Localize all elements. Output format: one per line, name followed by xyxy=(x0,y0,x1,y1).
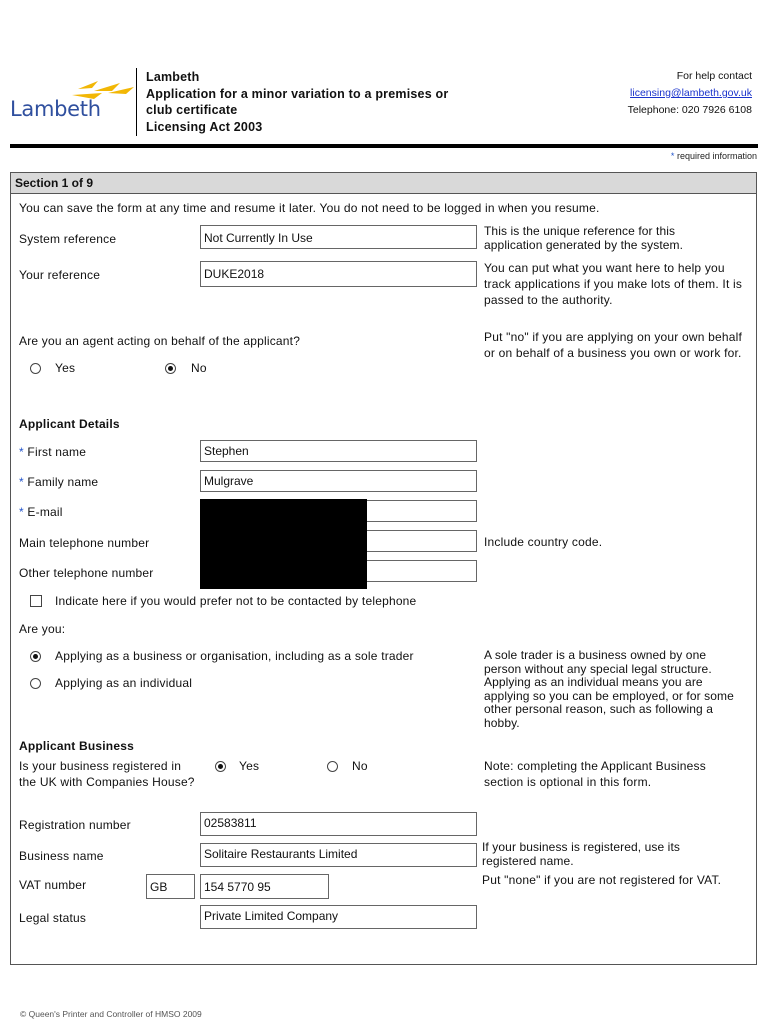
applicant-business-heading: Applicant Business xyxy=(19,739,134,753)
no-phone-contact-checkbox[interactable] xyxy=(30,595,42,607)
system-reference-label: System reference xyxy=(19,232,117,246)
header-title-line-4: Licensing Act 2003 xyxy=(146,119,263,134)
system-reference-field[interactable]: Not Currently In Use xyxy=(200,225,477,249)
your-reference-help: You can put what you want here to help you track applications if you make lots of them. It is passed to the authority. xyxy=(484,261,743,307)
section-intro: You can save the form at any time and resume it later. You do not need to be logged in when you resume. xyxy=(19,201,600,215)
agent-help: Put "no" if you are applying on your own behalf or on behalf of a business you own or work for. xyxy=(484,330,743,360)
system-reference-help: This is the unique reference for this application generated by the system. xyxy=(484,224,684,252)
agent-question: Are you an agent acting on behalf of the applicant? xyxy=(19,334,301,348)
first-name-label: * First name xyxy=(19,445,87,459)
business-option-radio[interactable] xyxy=(30,651,41,662)
main-phone-help: Include country code. xyxy=(484,535,603,549)
required-star: * xyxy=(19,445,24,459)
registration-number-field[interactable]: 02583811 xyxy=(200,812,477,836)
required-note xyxy=(671,151,757,161)
family-name-field[interactable]: Mulgrave xyxy=(200,470,477,492)
agent-no-label: No xyxy=(191,361,207,375)
agent-yes-radio[interactable] xyxy=(30,363,41,374)
vat-prefix-field[interactable]: GB xyxy=(146,874,195,899)
required-star: * xyxy=(670,151,675,161)
email-label: * E-mail xyxy=(19,505,63,519)
no-phone-contact-label: Indicate here if you would prefer not to be contacted by telephone xyxy=(55,594,417,608)
applicant-details-heading: Applicant Details xyxy=(19,417,120,431)
vat-number-label: VAT number xyxy=(19,878,87,892)
header-title-box xyxy=(136,68,467,136)
agent-yes-label: Yes xyxy=(55,361,76,375)
your-reference-field[interactable]: DUKE2018 xyxy=(200,261,477,287)
main-phone-label: Main telephone number xyxy=(19,536,150,550)
required-text: required information xyxy=(676,151,757,161)
legal-status-label: Legal status xyxy=(19,911,87,925)
registered-question: Is your business registered in the UK with Companies House? xyxy=(19,759,195,789)
registration-number-label: Registration number xyxy=(19,818,131,832)
first-name-field[interactable]: Stephen xyxy=(200,440,477,462)
lambeth-logo xyxy=(8,76,133,124)
family-name-label: * Family name xyxy=(19,475,99,489)
legal-status-field[interactable]: Private Limited Company xyxy=(200,905,477,929)
your-reference-label: Your reference xyxy=(19,268,101,282)
agent-no-radio[interactable] xyxy=(165,363,176,374)
other-phone-label: Other telephone number xyxy=(19,566,154,580)
required-star: * xyxy=(19,475,24,489)
registered-no-radio[interactable] xyxy=(327,761,338,772)
section-title: Section 1 of 9 xyxy=(15,176,94,190)
business-name-help: If your business is registered, use its registered name. xyxy=(482,840,680,868)
redaction-block xyxy=(200,499,367,589)
help-contact xyxy=(512,68,752,119)
copyright-footer: © Queen's Printer and Controller of HMSO 2009 xyxy=(20,1009,202,1019)
registered-yes-radio[interactable] xyxy=(215,761,226,772)
business-option-label: Applying as a business or organisation, including as a sole trader xyxy=(55,649,414,663)
help-contact-label: For help contact xyxy=(676,70,752,82)
registered-no-label: No xyxy=(352,759,368,773)
individual-option-radio[interactable] xyxy=(30,678,41,689)
help-phone: Telephone: 020 7926 6108 xyxy=(627,104,752,116)
header-title-line-1: Lambeth xyxy=(146,70,200,84)
help-email-link[interactable]: licensing@lambeth.gov.uk xyxy=(630,87,752,99)
vat-number-field[interactable]: 154 5770 95 xyxy=(200,874,329,899)
header-divider xyxy=(10,144,758,148)
business-name-field[interactable]: Solitaire Restaurants Limited xyxy=(200,843,477,867)
individual-option-label: Applying as an individual xyxy=(55,676,193,690)
section-title-bar xyxy=(10,172,757,194)
header-title-line-3: club certificate xyxy=(146,103,238,117)
required-star: * xyxy=(19,505,24,519)
business-name-label: Business name xyxy=(19,849,104,863)
are-you-label: Are you: xyxy=(19,622,66,636)
header-title-line-2: Application for a minor variation to a premises or xyxy=(146,86,449,101)
vat-help: Put "none" if you are not registered for VAT. xyxy=(482,873,722,887)
sole-trader-help: A sole trader is a business owned by one person without any special legal structure. Applying as an individual means you are applying so you can be employed, or for some other personal reason, such as following a hobby. xyxy=(484,648,734,730)
registered-yes-label: Yes xyxy=(239,759,260,773)
logo-text: Lambeth xyxy=(10,97,101,121)
business-optional-note: Note: completing the Applicant Business section is optional in this form. xyxy=(484,759,706,789)
